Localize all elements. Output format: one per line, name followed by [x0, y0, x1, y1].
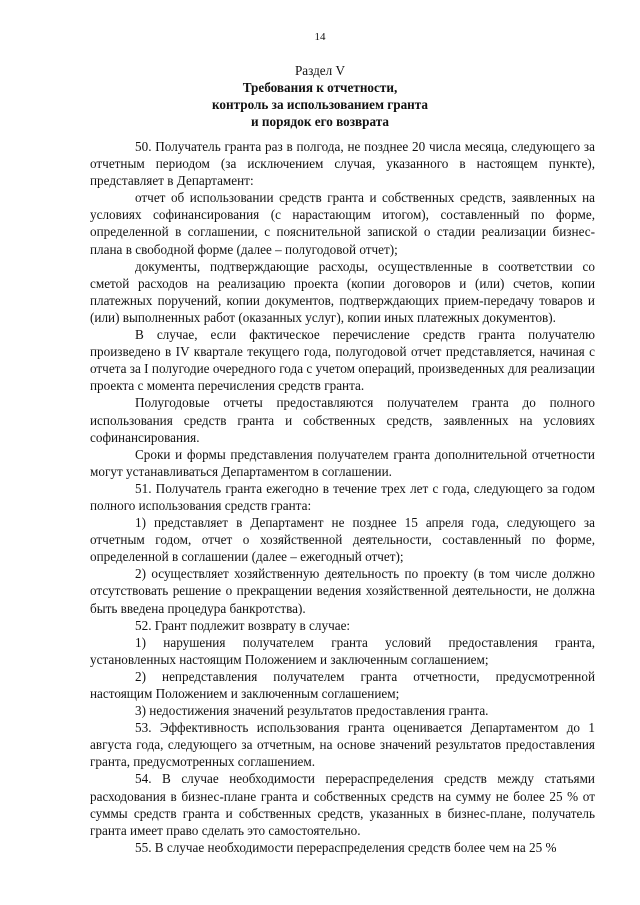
paragraph-50-q4-case: В случае, если фактическое перечисление средств гранта получателю произведено в IV квартале текущего года, полугодовой отчет представляется, начиная с отчета за I полугодие очередного года с учетом операций, произведенных для реализации проекта с момента перечисления средств гранта. — [90, 327, 595, 394]
paragraph-52-item-1: 1) нарушения получателем гранта условий предоставления гранта, установленных настоящим Положением и заключенным соглашением; — [90, 634, 595, 667]
paragraph-51: 51. Получатель гранта ежегодно в течение трех лет с года, следующего за годом полного использования средств гранта: — [90, 480, 595, 513]
section-number: Раздел V — [294, 63, 346, 78]
section-heading — [0, 62, 640, 130]
paragraph-54: 54. В случае необходимости перераспределения средств между статьями расходования в бизнес-плане гранта и собственных средств на сумму не более 25 % от суммы средств гранта и собственных средств, указанных в бизнес-плане, получатель гранта имеет право сделать это самостоятельно. — [90, 771, 595, 838]
paragraph-55: 55. В случае необходимости перераспределения средств более чем на 25 % — [135, 839, 557, 855]
paragraph-50-report: отчет об использовании средств гранта и собственных средств, заявленных на условиях софинансирования (с нарастающим итогом), составленный по форме, определенной в соглашении, с пояснительной запиской о стадии реализации бизнес-плана в свободной форме (далее – полугодовой отчет); — [90, 190, 595, 257]
page-number: 14 — [314, 31, 326, 43]
paragraph-52-item-3: 3) недостижения значений результатов предоставления гранта. — [135, 703, 489, 719]
paragraph-53: 53. Эффективность использования гранта оценивается Департаментом до 1 августа года, следующего за отчетным, на основе значений результатов предоставления гранта, предусмотренных соглашением. — [90, 720, 595, 770]
section-title-line-1: Требования к отчетности, — [242, 80, 398, 95]
paragraph-51-item-2: 2) осуществляет хозяйственную деятельность по проекту (в том числе должно отсутствовать решение о прекращении ведения хозяйственной деятельности, не должна быть введена процедура банкротства). — [90, 566, 595, 616]
paragraph-52: 52. Грант подлежит возврату в случае: — [135, 617, 351, 633]
paragraph-50-documents: документы, подтверждающие расходы, осуществленные в соответствии со сметой расходов на реализацию проекта (копии договоров и (или) счетов, копии платежных поручений, копии документов, подтверждающих прием-передачу товаров и (или) выполненных работ (оказанных услуг), копии иных платежных документов). — [90, 258, 595, 325]
paragraph-50-half-year: Полугодовые отчеты предоставляются получателем гранта до полного использования средств гранта и собственных средств, заявленных на условиях софинансирования. — [90, 395, 595, 445]
paragraph-50-terms: Сроки и формы представления получателем гранта дополнительной отчетности могут устанавливаться Департаментом в соглашении. — [90, 446, 595, 479]
document-body — [90, 138, 595, 856]
section-title-line-2: контроль за использованием гранта — [212, 97, 428, 112]
paragraph-51-item-1: 1) представляет в Департамент не позднее 15 апреля года, следующего за отчетным годом, отчет о хозяйственной деятельности, составленный по форме, определенной в соглашении (далее – ежегодный отчет); — [90, 515, 595, 565]
paragraph-52-item-2: 2) непредставления получателем гранта отчетности, предусмотренной настоящим Положением и заключенным соглашением; — [90, 668, 595, 701]
section-title-line-3: и порядок его возврата — [251, 114, 389, 129]
paragraph-50: 50. Получатель гранта раз в полгода, не позднее 20 числа месяца, следующего за отчетным периодом (за исключением случая, указанного в настоящем пункте), представляет в Департамент: — [90, 139, 595, 189]
